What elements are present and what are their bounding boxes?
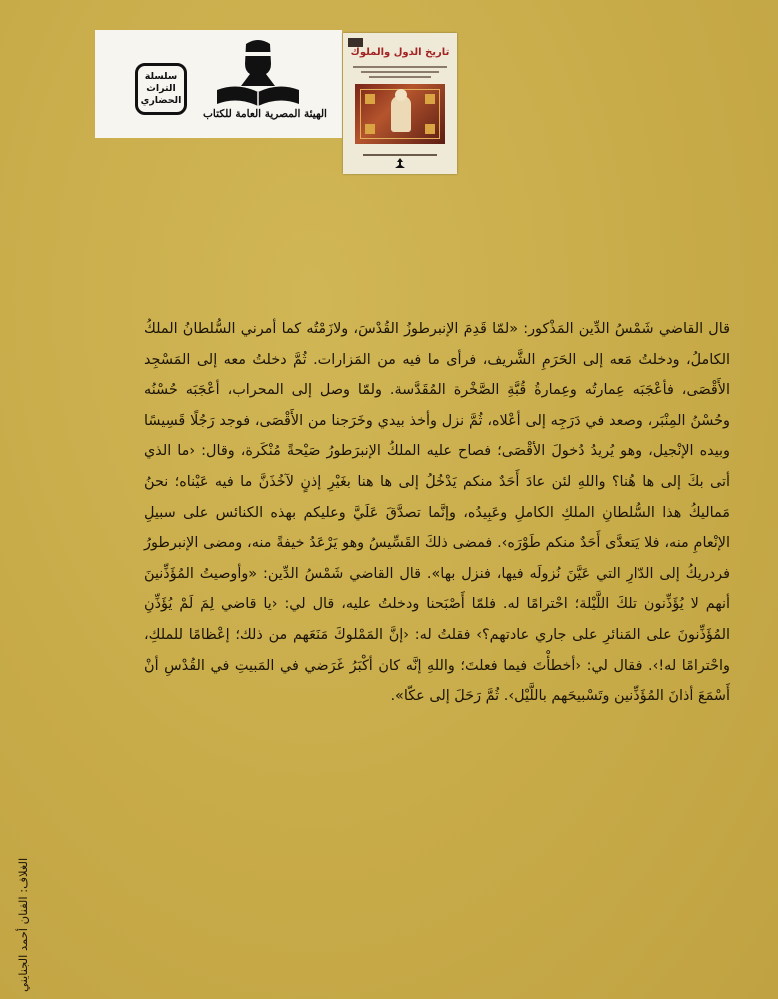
illustration-tile — [365, 124, 375, 134]
book-subtitle-line — [369, 76, 431, 78]
reader-logo-icon — [213, 38, 303, 110]
back-cover-excerpt — [144, 314, 730, 712]
illustration-tile — [365, 94, 375, 104]
series-badge-line: التراث — [146, 83, 176, 94]
excerpt-paragraph: قال القاضي شَمْسُ الدِّين المَذْكور: «لمّا قَدِمَ الإنبرطوزُ القُدْسَ، ولازَمْتُه كما أمرني السُّلطانُ الملكُ الكاملُ، ودخلتُ مَعه إلى الحَرَمِ الشَّريف، فرأى ما فيه من المَزارات. ثُمَّ دخلتُ معه إلى المَسْجِد الأَقْصَى، فأعْجَبَه عِمارتُه وعِمارةُ قُبَّةِ الصَّخْرة المُقَدَّسة. ولمّا وصل إلى المحراب، أعْجَبَه حُسْنُه وحُسْنُ المِنْبَر، وصعد في دَرَجِه إلى أعْلاه، ثُمَّ نزل وأخذ بيدي وخَرَجنا من الأَقْصَى، فوجد رَجُلًا قَسِيسًا وبيده الإنْجيل، وهو يُريدُ دُخولَ الأقْصَى؛ فصاح عليه الملكُ الإنبرَطورُ صَيْحةً مُنْكَرة، وقال: ‹ما الذي أتى بكَ إلى ها هُنا؟ واللهِ لئن عادَ أَحَدٌ منكم يَدْخُلُ إلى ها هنا بغَيْرِ إذنٍ لآخُذَنَّ ما فيه عَيْناه؛ نحنُ مَماليكُ هذا السُّلطانِ الملكِ الكاملِ وعَبِيدُه، وإنَّما تصدَّقَ عَلَيَّ وعليكم بهذه الكنائس على سبيلِ الإنْعامِ منه، فلا يَتعدَّى أَحَدٌ منكم طَوْرَه›. فمضى ذلكَ القَسِّيسُ وهو يَرْعَدُ خيفةً منه، ومضى الإنبرطورُ فردريكُ إلى الدّارِ التي عَيَّنَ نُزولَه فيها، فنزل بها». قال القاضي شَمْسُ الدِّين: «وأوصيتُ المُؤَذِّنينَ أنهم لا يُؤَذِّنون تلكَ اللَّيْلة؛ احْترامًا له. فلمّا أَصْبَحنا ودخلتُ عليه، قال لي: ‹يا قاضي لِمَ لَمْ يُؤَذِّنِ المُؤَذِّنونَ على المَنائرِ على جاري عادتهم؟› فقلتُ له: ‹إنَّ المَمْلوكَ مَنَعَهم من ذلك؛ إعْظامًا للملكِ، واحْترامًا له!›. فقال لي: ‹أخطأْتَ فيما فعلتَ؛ واللهِ إنَّه كان أكْبَرُ غَرَضي في المَبيتِ في القُدْسِ أنْ أَسْمَعَ أذانَ المُؤَذِّنين وتَسْبيحَهم باللَّيْل›. ثُمَّ رَحَلَ إلى عكّا». — [144, 321, 730, 705]
series-badge — [135, 63, 187, 115]
publisher-emblem-icon — [394, 158, 406, 169]
series-badge-line: الحضاري — [140, 95, 182, 106]
illustration-figure — [391, 96, 411, 132]
book-author-line — [363, 154, 437, 156]
book-series-mark — [348, 38, 363, 47]
illustration-tile — [425, 94, 435, 104]
illustration-tile — [425, 124, 435, 134]
book-title: تاريخ الدول والملوك — [350, 47, 450, 58]
book-cover-thumbnail — [343, 33, 457, 174]
book-subtitle-line — [361, 71, 439, 73]
series-badge-line: سلسلة — [144, 71, 178, 82]
cover-artist-credit: الغلاف: الفنان أحمد الجنايني — [16, 858, 30, 993]
publisher-logo-panel — [95, 30, 342, 138]
illustration-figure-head — [395, 89, 407, 101]
book-subtitle-line — [353, 66, 447, 68]
publisher-name: الهيئة المصرية العامة للكتاب — [203, 108, 327, 120]
book-cover-illustration — [355, 84, 445, 144]
